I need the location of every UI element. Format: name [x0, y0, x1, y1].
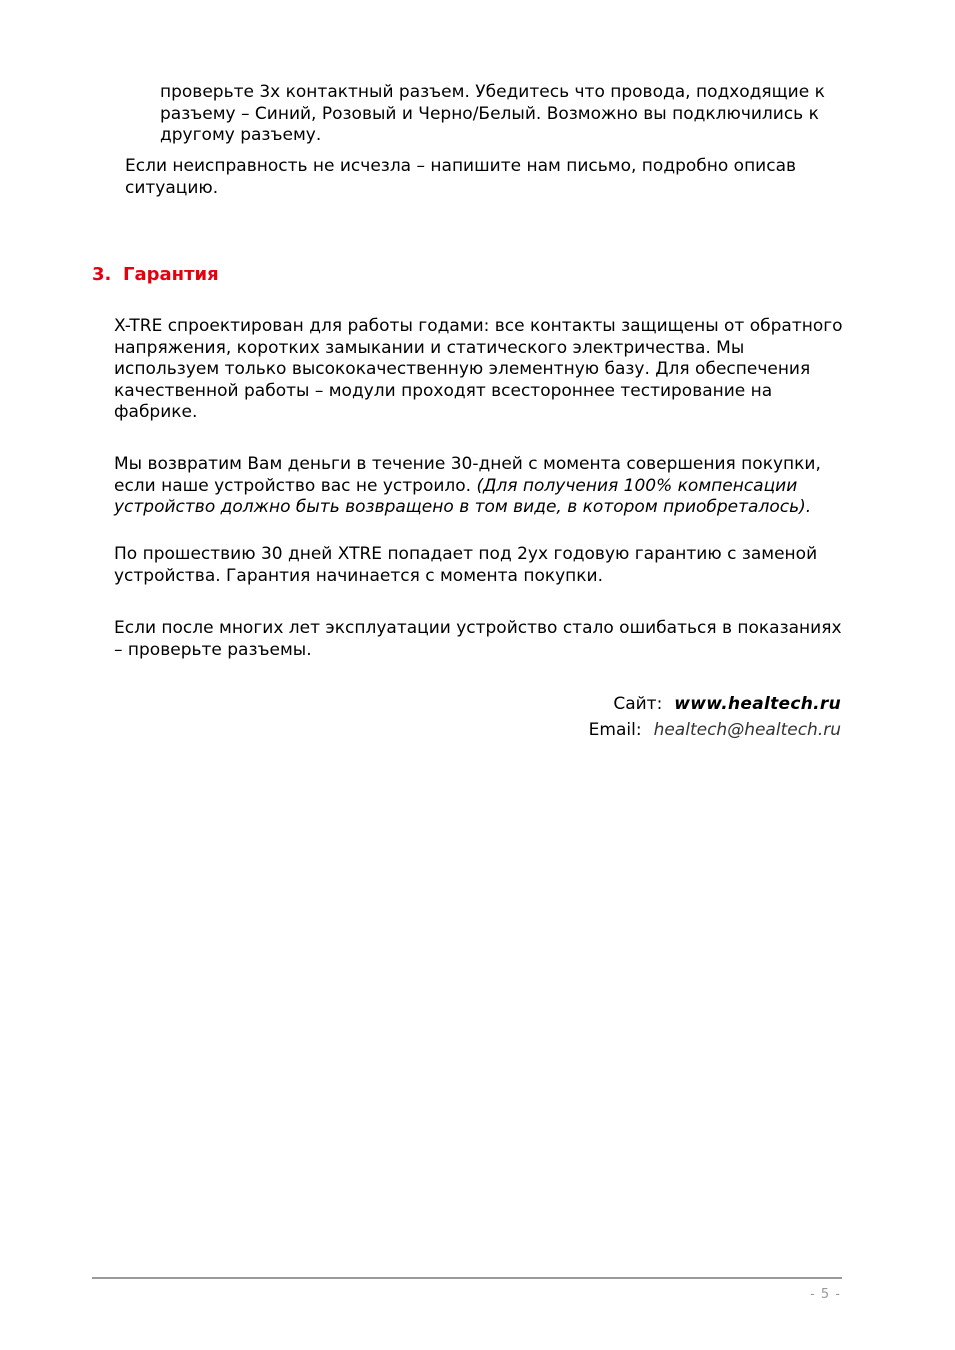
site-link[interactable]: www.healtech.ru [674, 694, 841, 714]
warranty-paragraph-replacement: По прошествию 30 дней XTRE попадает под 2ух годовую гарантию с заменой устройства. Гарантия начинается с момента покупки. [114, 544, 818, 586]
warranty-paragraph-durability: X-TRE спроектирован для работы годами: все контакты защищены от обратного напряжения, коротких замыкании и статического электричества. Мы используем только высококачественную элементную базу. Для обеспечения качественной работы – модули проходят всестороннее тестирование на фабрике. [114, 316, 843, 422]
refund-text: Мы возвратим Вам деньги в течение 30-дней с момента совершения покупки, если наше устройство вас не устроило. [114, 454, 821, 496]
contact-info [589, 691, 841, 743]
page-number: - 5 - [810, 1287, 841, 1302]
section-heading [92, 263, 219, 287]
contact-us-paragraph: Если неисправность не исчезла – напишите нам письмо, подробно описав ситуацию. [125, 156, 797, 198]
section-number: 3. [92, 264, 112, 285]
email-label: Email: [588, 720, 642, 740]
warranty-paragraph-refund [114, 454, 854, 519]
refund-note: (Для получения 100% компенсации устройство должно быть возвращено в том виде, в котором приобреталось). [114, 475, 812, 517]
section-title: Гарантия [123, 264, 219, 285]
footer-divider [92, 1277, 842, 1279]
email-link[interactable]: healtech@healtech.ru [653, 720, 841, 740]
site-row [589, 691, 841, 717]
site-label: Сайт: [613, 694, 663, 714]
warranty-paragraph-connectors: Если после многих лет эксплуатации устройство стало ошибаться в показаниях – проверьте разъемы. [114, 618, 842, 660]
continued-paragraph: проверьте 3х контактный разъем. Убедитесь что провода, подходящие к разъему – Синий, Розовый и Черно/Белый. Возможно вы подключились к другому разъему. [160, 82, 825, 145]
email-row [589, 717, 841, 743]
